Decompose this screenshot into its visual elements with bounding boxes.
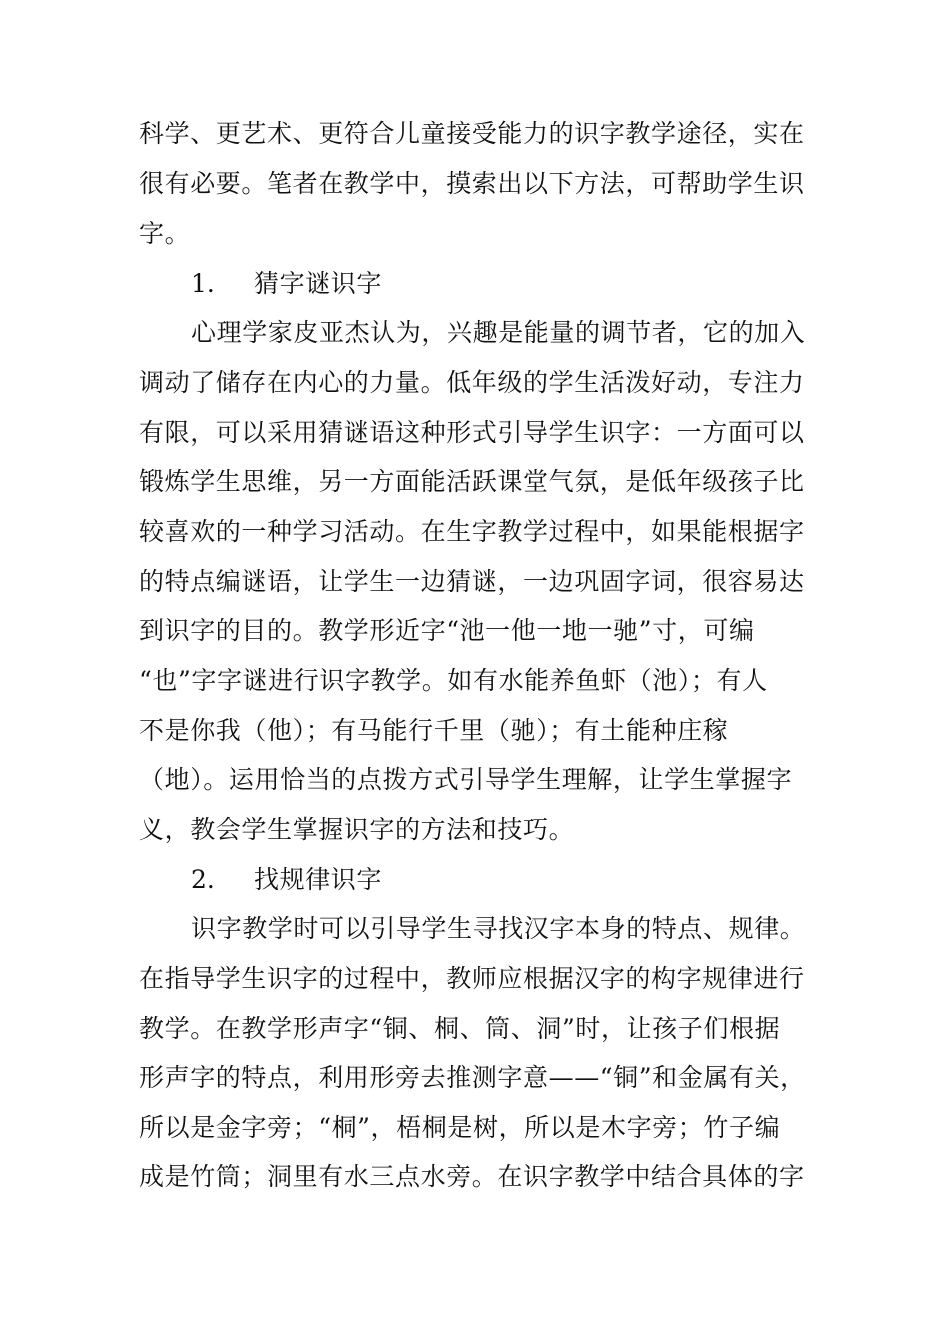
text-line: 有限，可以采用猜谜语这种形式引导学生识字：一方面可以 (139, 418, 805, 447)
text-line: 心理学家皮亚杰认为，兴趣是能量的调节者，它的加入 (191, 318, 806, 347)
text-line: 义，教会学生掌握识字的方法和技巧。 (139, 815, 575, 844)
text-line: 在指导学生识字的过程中，教师应根据汉字的构字规律进行 (139, 964, 805, 993)
text-line: 较喜欢的一种学习活动。在生字教学过程中，如果能根据字 (139, 517, 805, 546)
text-line: 很有必要。笔者在教学中，摸索出以下方法，可帮助学生识 (139, 169, 805, 198)
text-line: 科学、更艺术、更符合儿童接受能力的识字教学途径，实在 (139, 119, 805, 148)
text-line: 的特点编谜语，让学生一边猜谜，一边巩固字词，很容易达 (139, 567, 805, 596)
text-line: 不是你我（他）；有马能行千里（驰）；有土能种庄稼 (139, 716, 729, 745)
text-line: 调动了储存在内心的力量。低年级的学生活泼好动，专注力 (139, 368, 805, 397)
text-line: 成是竹筒；洞里有水三点水旁。在识字教学中结合具体的字 (139, 1162, 805, 1191)
text-line: 锻炼学生思维，另一方面能活跃课堂气氛，是低年级孩子比 (139, 467, 805, 496)
text-line: 字。 (139, 219, 191, 248)
text-line: 识字教学时可以引导学生寻找汉字本身的特点、规律。 (191, 914, 806, 943)
text-line: 形声字的特点，利用形旁去推测字意——“铜”和金属有关， (139, 1063, 806, 1092)
section-number: 1. (191, 269, 215, 298)
text-line: （地）。运用恰当的点拨方式引导学生理解，让学生掌握字 (139, 765, 793, 794)
text-line: 到识字的目的。教学形近字“池一他一地一驰”寸，可编 (139, 616, 755, 645)
text-line: “也”字字谜进行识字教学。如有水能养鱼虾（池）；有人 (139, 666, 768, 695)
section-title: 猜字谜识字 (254, 269, 383, 298)
text-line: 所以是金字旁；“桐”，梧桐是树，所以是木字旁；竹子编 (139, 1113, 781, 1142)
section-title: 找规律识字 (254, 865, 383, 894)
text-line: 教学。在教学形声字“铜、桐、筒、洞”时，让孩子们根据 (139, 1014, 781, 1043)
section-number: 2. (191, 865, 215, 894)
